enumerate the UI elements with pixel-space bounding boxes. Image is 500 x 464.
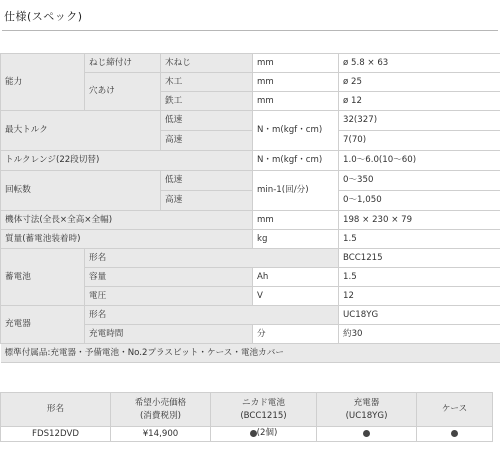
- dimensions-unit: mm: [253, 211, 339, 230]
- battery-quantity: (2個): [256, 428, 278, 439]
- battery-header: [211, 393, 317, 427]
- spec-table: [0, 53, 500, 363]
- torque-high-label: 高速: [161, 131, 253, 151]
- charge-time-unit: 分: [253, 325, 339, 344]
- charger-header-line1: 充電器: [353, 397, 380, 408]
- included-dot-icon: [363, 430, 370, 437]
- battery-capacity-value: 1.5: [339, 268, 500, 287]
- battery-header-line1: ニカド電池: [242, 397, 285, 408]
- rotation-high-label: 高速: [161, 191, 253, 211]
- torque-range-label: トルクレンジ(22段切替): [1, 151, 253, 171]
- battery-capacity-unit: Ah: [253, 268, 339, 287]
- battery-header-line2: (BCC1215): [240, 410, 287, 421]
- battery-model-value: BCC1215: [339, 249, 500, 268]
- model-value: FDS12DVD: [1, 427, 111, 442]
- price-header: [111, 393, 211, 427]
- charge-time-label: 充電時間: [85, 325, 253, 344]
- screw-tightening-label: ねじ締付け: [85, 54, 161, 73]
- case-included-cell: [417, 427, 493, 442]
- torque-high-value: 7(70): [339, 131, 500, 151]
- torque-low-value: 32(327): [339, 111, 500, 131]
- charger-header: [317, 393, 417, 427]
- dimensions-label: 機体寸法(全長×全高×全幅): [1, 211, 253, 230]
- wood-screw-value: ø 5.8 × 63: [339, 54, 500, 73]
- charger-included-cell: [317, 427, 417, 442]
- torque-range-value: 1.0〜6.0(10〜60): [339, 151, 500, 171]
- battery-label: 蓄電池: [1, 249, 85, 306]
- rotation-high-value: 0〜1,050: [339, 191, 500, 211]
- battery-voltage-value: 12: [339, 287, 500, 306]
- dimensions-value: 198 × 230 × 79: [339, 211, 500, 230]
- price-value: ¥14,900: [111, 427, 211, 442]
- case-header: [417, 393, 493, 427]
- included-dot-icon: [451, 430, 458, 437]
- mass-label: 質量(蓄電池装着時): [1, 230, 253, 249]
- charger-model-label: 形名: [85, 306, 339, 325]
- included-dot-icon: [250, 430, 257, 437]
- torque-low-label: 低速: [161, 111, 253, 131]
- battery-voltage-unit: V: [253, 287, 339, 306]
- rotation-unit: min-1(回/分): [253, 171, 339, 211]
- model-table: [0, 392, 493, 442]
- model-header-text: 形名: [46, 404, 65, 414]
- mass-unit: kg: [253, 230, 339, 249]
- battery-capacity-label: 容量: [85, 268, 253, 287]
- rotation-label: 回転数: [1, 171, 161, 211]
- case-header-text: ケース: [441, 404, 468, 414]
- torque-range-unit: N・m(kgf・cm): [253, 151, 339, 171]
- charger-header-line2: (UC18YG): [345, 410, 388, 421]
- max-torque-label: 最大トルク: [1, 111, 161, 151]
- woodwork-value: ø 25: [339, 73, 500, 92]
- steel-value: ø 12: [339, 92, 500, 111]
- wood-screw-unit: mm: [253, 54, 339, 73]
- battery-model-label: 形名: [85, 249, 339, 268]
- battery-voltage-label: 電圧: [85, 287, 253, 306]
- price-header-line1: 希望小売価格: [134, 397, 187, 408]
- title-divider: [2, 30, 498, 31]
- capacity-label: 能力: [1, 54, 85, 111]
- charger-model-value: UC18YG: [339, 306, 500, 325]
- model-header: [1, 393, 111, 427]
- torque-unit: N・m(kgf・cm): [253, 111, 339, 151]
- charger-label: 充電器: [1, 306, 85, 344]
- rotation-low-value: 0〜350: [339, 171, 500, 191]
- wood-screw-label: 木ねじ: [161, 54, 253, 73]
- drilling-label: 穴あけ: [85, 73, 161, 111]
- woodwork-label: 木工: [161, 73, 253, 92]
- woodwork-unit: mm: [253, 73, 339, 92]
- accessories-note: 標準付属品:充電器・予備電池・No.2プラスビット・ケース・電池カバー: [1, 344, 500, 363]
- mass-value: 1.5: [339, 230, 500, 249]
- section-title: 仕様(スペック): [4, 10, 83, 23]
- charge-time-value: 約30: [339, 325, 500, 344]
- price-header-line2: (消費税別): [139, 410, 182, 421]
- steel-unit: mm: [253, 92, 339, 111]
- rotation-low-label: 低速: [161, 171, 253, 191]
- steel-label: 鉄工: [161, 92, 253, 111]
- battery-included-cell: [211, 427, 317, 442]
